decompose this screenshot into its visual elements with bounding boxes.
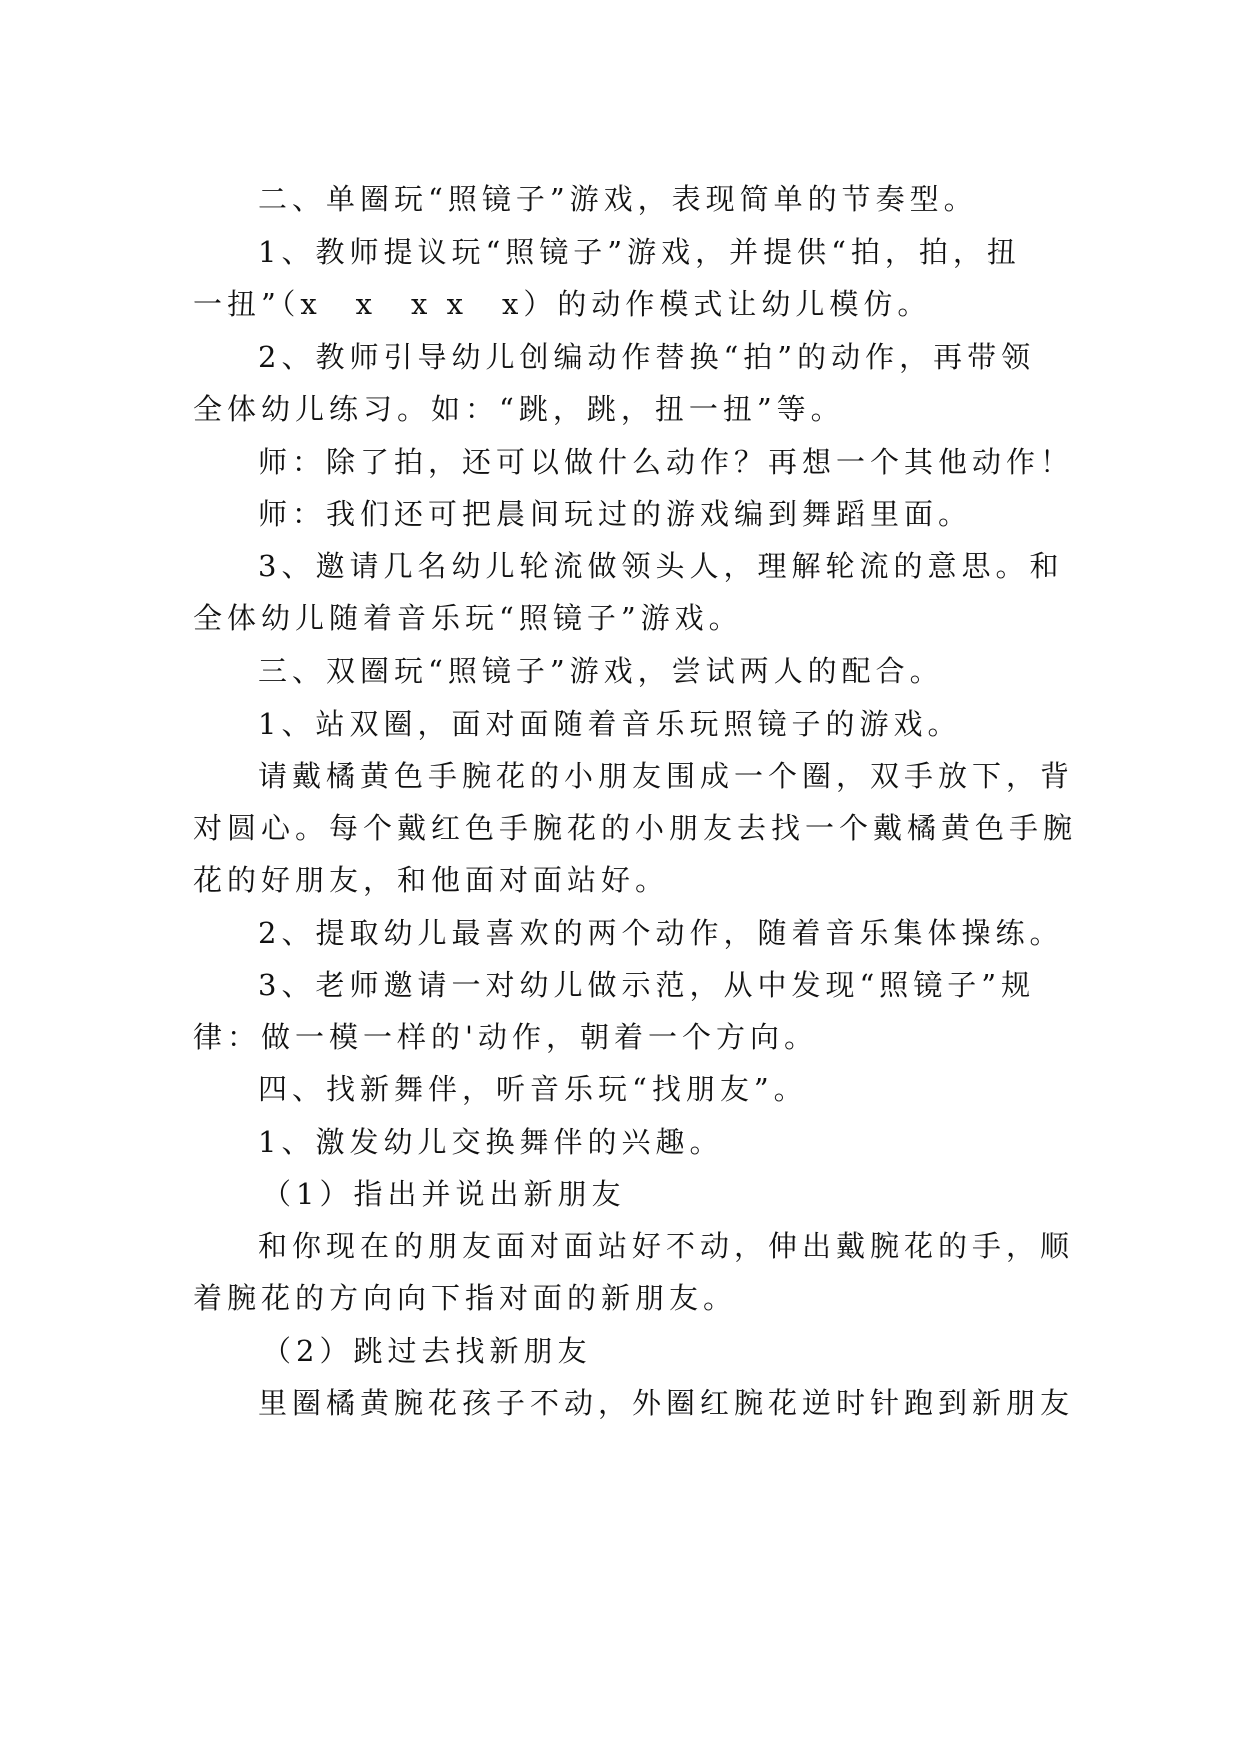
- paragraph-line: 2、教师引导幼儿创编动作替换“拍”的动作，再带领: [258, 340, 1036, 374]
- paragraph-line: 2、提取幼儿最喜欢的两个动作，随着音乐集体操练。: [258, 916, 1064, 950]
- paragraph-line: 花的好朋友，和他面对面站好。: [193, 863, 670, 897]
- paragraph-line: 里圈橘黄腕花孩子不动，外圈红腕花逆时针跑到新朋友: [258, 1386, 1075, 1420]
- dialogue-line: 师：我们还可把晨间玩过的游戏编到舞蹈里面。: [258, 497, 973, 531]
- paragraph-line: 着腕花的方向向下指对面的新朋友。: [193, 1281, 738, 1315]
- paragraph-line: 请戴橘黄色手腕花的小朋友围成一个圈，双手放下，背: [258, 759, 1075, 793]
- section-heading-2: 二、单圈玩“照镜子”游戏，表现简单的节奏型。: [258, 182, 978, 216]
- paragraph-line: 1、站双圈，面对面随着音乐玩照镜子的游戏。: [258, 707, 962, 741]
- paragraph-line: 3、邀请几名幼儿轮流做领头人，理解轮流的意思。和: [258, 549, 1064, 583]
- paragraph-line: 1、教师提议玩“照镜子”游戏，并提供“拍，拍，扭: [258, 235, 1021, 269]
- sub-heading: （2）跳过去找新朋友: [262, 1334, 592, 1368]
- paragraph-line: 1、激发幼儿交换舞伴的兴趣。: [258, 1125, 724, 1159]
- dialogue-line: 师：除了拍，还可以做什么动作？再想一个其他动作！: [258, 445, 1075, 479]
- paragraph-line: 和你现在的朋友面对面站好不动，伸出戴腕花的手，顺: [258, 1229, 1075, 1263]
- paragraph-line: 律：做一模一样的'动作，朝着一个方向。: [193, 1020, 818, 1054]
- paragraph-line: 3、老师邀请一对幼儿做示范，从中发现“照镜子”规: [258, 968, 1036, 1002]
- paragraph-line: 一扭”（x x x x x）的动作模式让幼儿模仿。: [193, 287, 932, 321]
- paragraph-line: 全体幼儿练习。如：“跳，跳，扭一扭”等。: [193, 392, 845, 426]
- section-heading-4: 四、找新舞伴，听音乐玩“找朋友”。: [258, 1072, 808, 1106]
- paragraph-line: 全体幼儿随着音乐玩“照镜子”游戏。: [193, 601, 743, 635]
- section-heading-3: 三、双圈玩“照镜子”游戏，尝试两人的配合。: [258, 654, 944, 688]
- sub-heading: （1）指出并说出新朋友: [262, 1177, 626, 1211]
- paragraph-line: 对圆心。每个戴红色手腕花的小朋友去找一个戴橘黄色手腕: [193, 811, 1078, 845]
